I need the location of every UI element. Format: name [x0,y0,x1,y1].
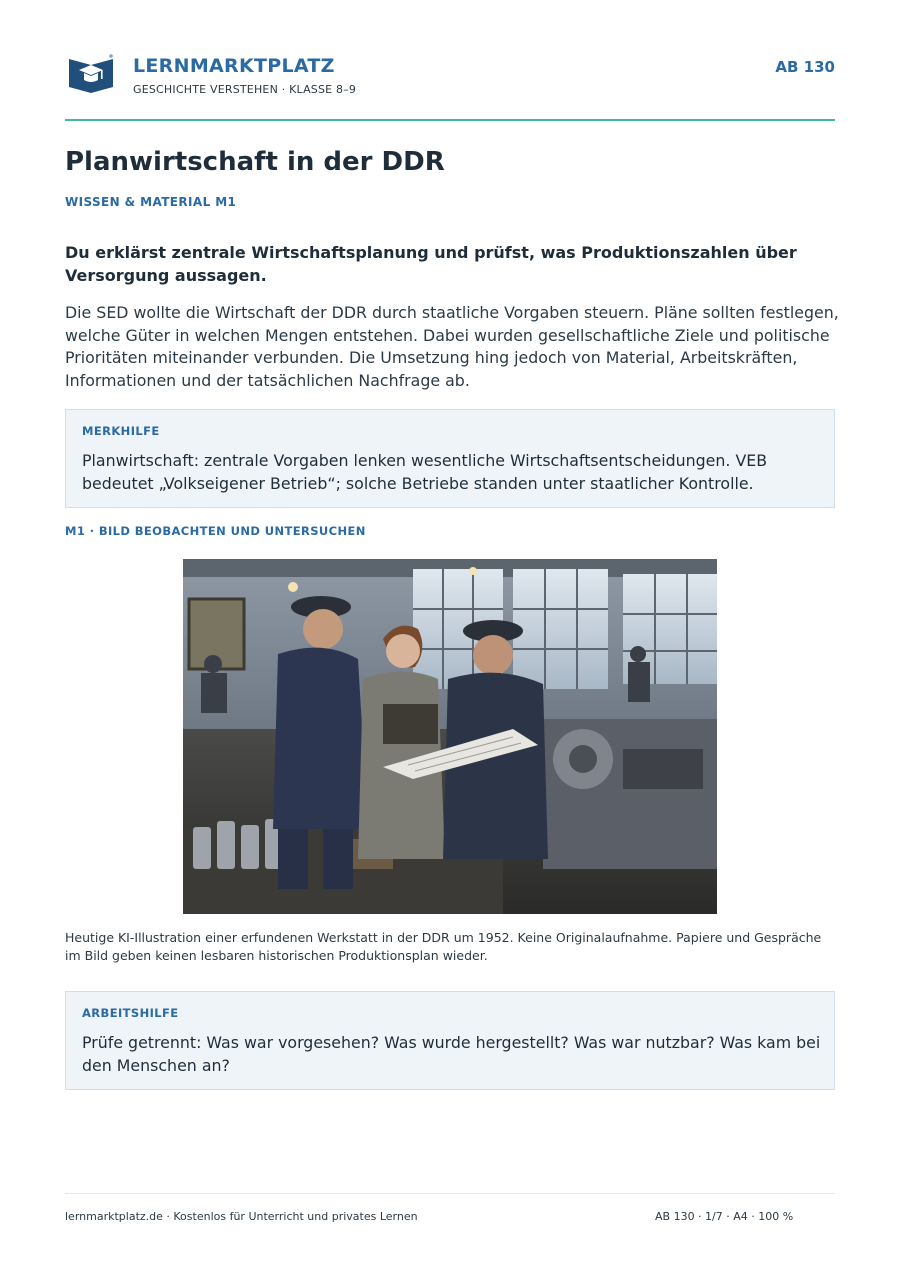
arbeitshilfe-box [65,991,835,1090]
merkhilfe-text: Planwirtschaft: zentrale Vorgaben lenken wesentliche Wirtschaftsentscheidungen. VEB bedeutet „Volkseigener Betrieb“; solche Betriebe standen unter staatlicher Kontrolle. [82,451,768,493]
arbeitshilfe-text: Prüfe getrennt: Was war vorgesehen? Was wurde hergestellt? Was war nutzbar? Was kam bei den Menschen an? [82,1033,821,1075]
page-title: Planwirtschaft in der DDR [65,147,445,177]
arbeitshilfe-title: ARBEITSHILFE [82,1006,179,1020]
graduation-cap-icon [67,53,115,95]
footer-divider [65,1193,835,1194]
intro-paragraph: Die SED wollte die Wirtschaft der DDR durch staatliche Vorgaben steuern. Pläne sollten festlegen, welche Güter in welchen Mengen entstehen. Dabei wurden gesellschaftliche Ziele und politische Prioritäten miteinander verbunden. Die Umsetzung hing jedoch von Material, Arbeitskräften, Informationen und der tatsächlichen Nachfrage ab. [65,303,839,390]
section-tag: WISSEN & MATERIAL M1 [65,195,237,209]
brand-name: LERNMARKTPLATZ [133,55,335,77]
footer-page-info: AB 130 · 1/7 · A4 · 100 % [655,1210,794,1223]
material-m1-title: M1 · BILD BEOBACHTEN UND UNTERSUCHEN [65,524,366,538]
learning-goal: Du erklärst zentrale Wirtschaftsplanung und prüfst, was Produktionszahlen über Versorgung aussagen. [65,243,797,285]
merkhilfe-title: MERKHILFE [82,424,160,438]
merkhilfe-box [65,409,835,508]
header-divider [65,119,835,121]
illustration-caption: Heutige KI-Illustration einer erfundenen Werkstatt in der DDR um 1952. Keine Originalaufnahme. Papiere und Gespräche im Bild geben keinen lesbaren historischen Produktionsplan wieder. [65,930,822,963]
workshop-illustration [183,559,717,914]
footer-site-info: lernmarktplatz.de · Kostenlos für Unterricht und privates Lernen [65,1210,418,1223]
page-header [65,50,835,102]
worksheet-page [65,0,839,1273]
sheet-id: AB 130 [775,58,835,76]
brand-subtitle: GESCHICHTE VERSTEHEN · KLASSE 8–9 [133,83,357,96]
